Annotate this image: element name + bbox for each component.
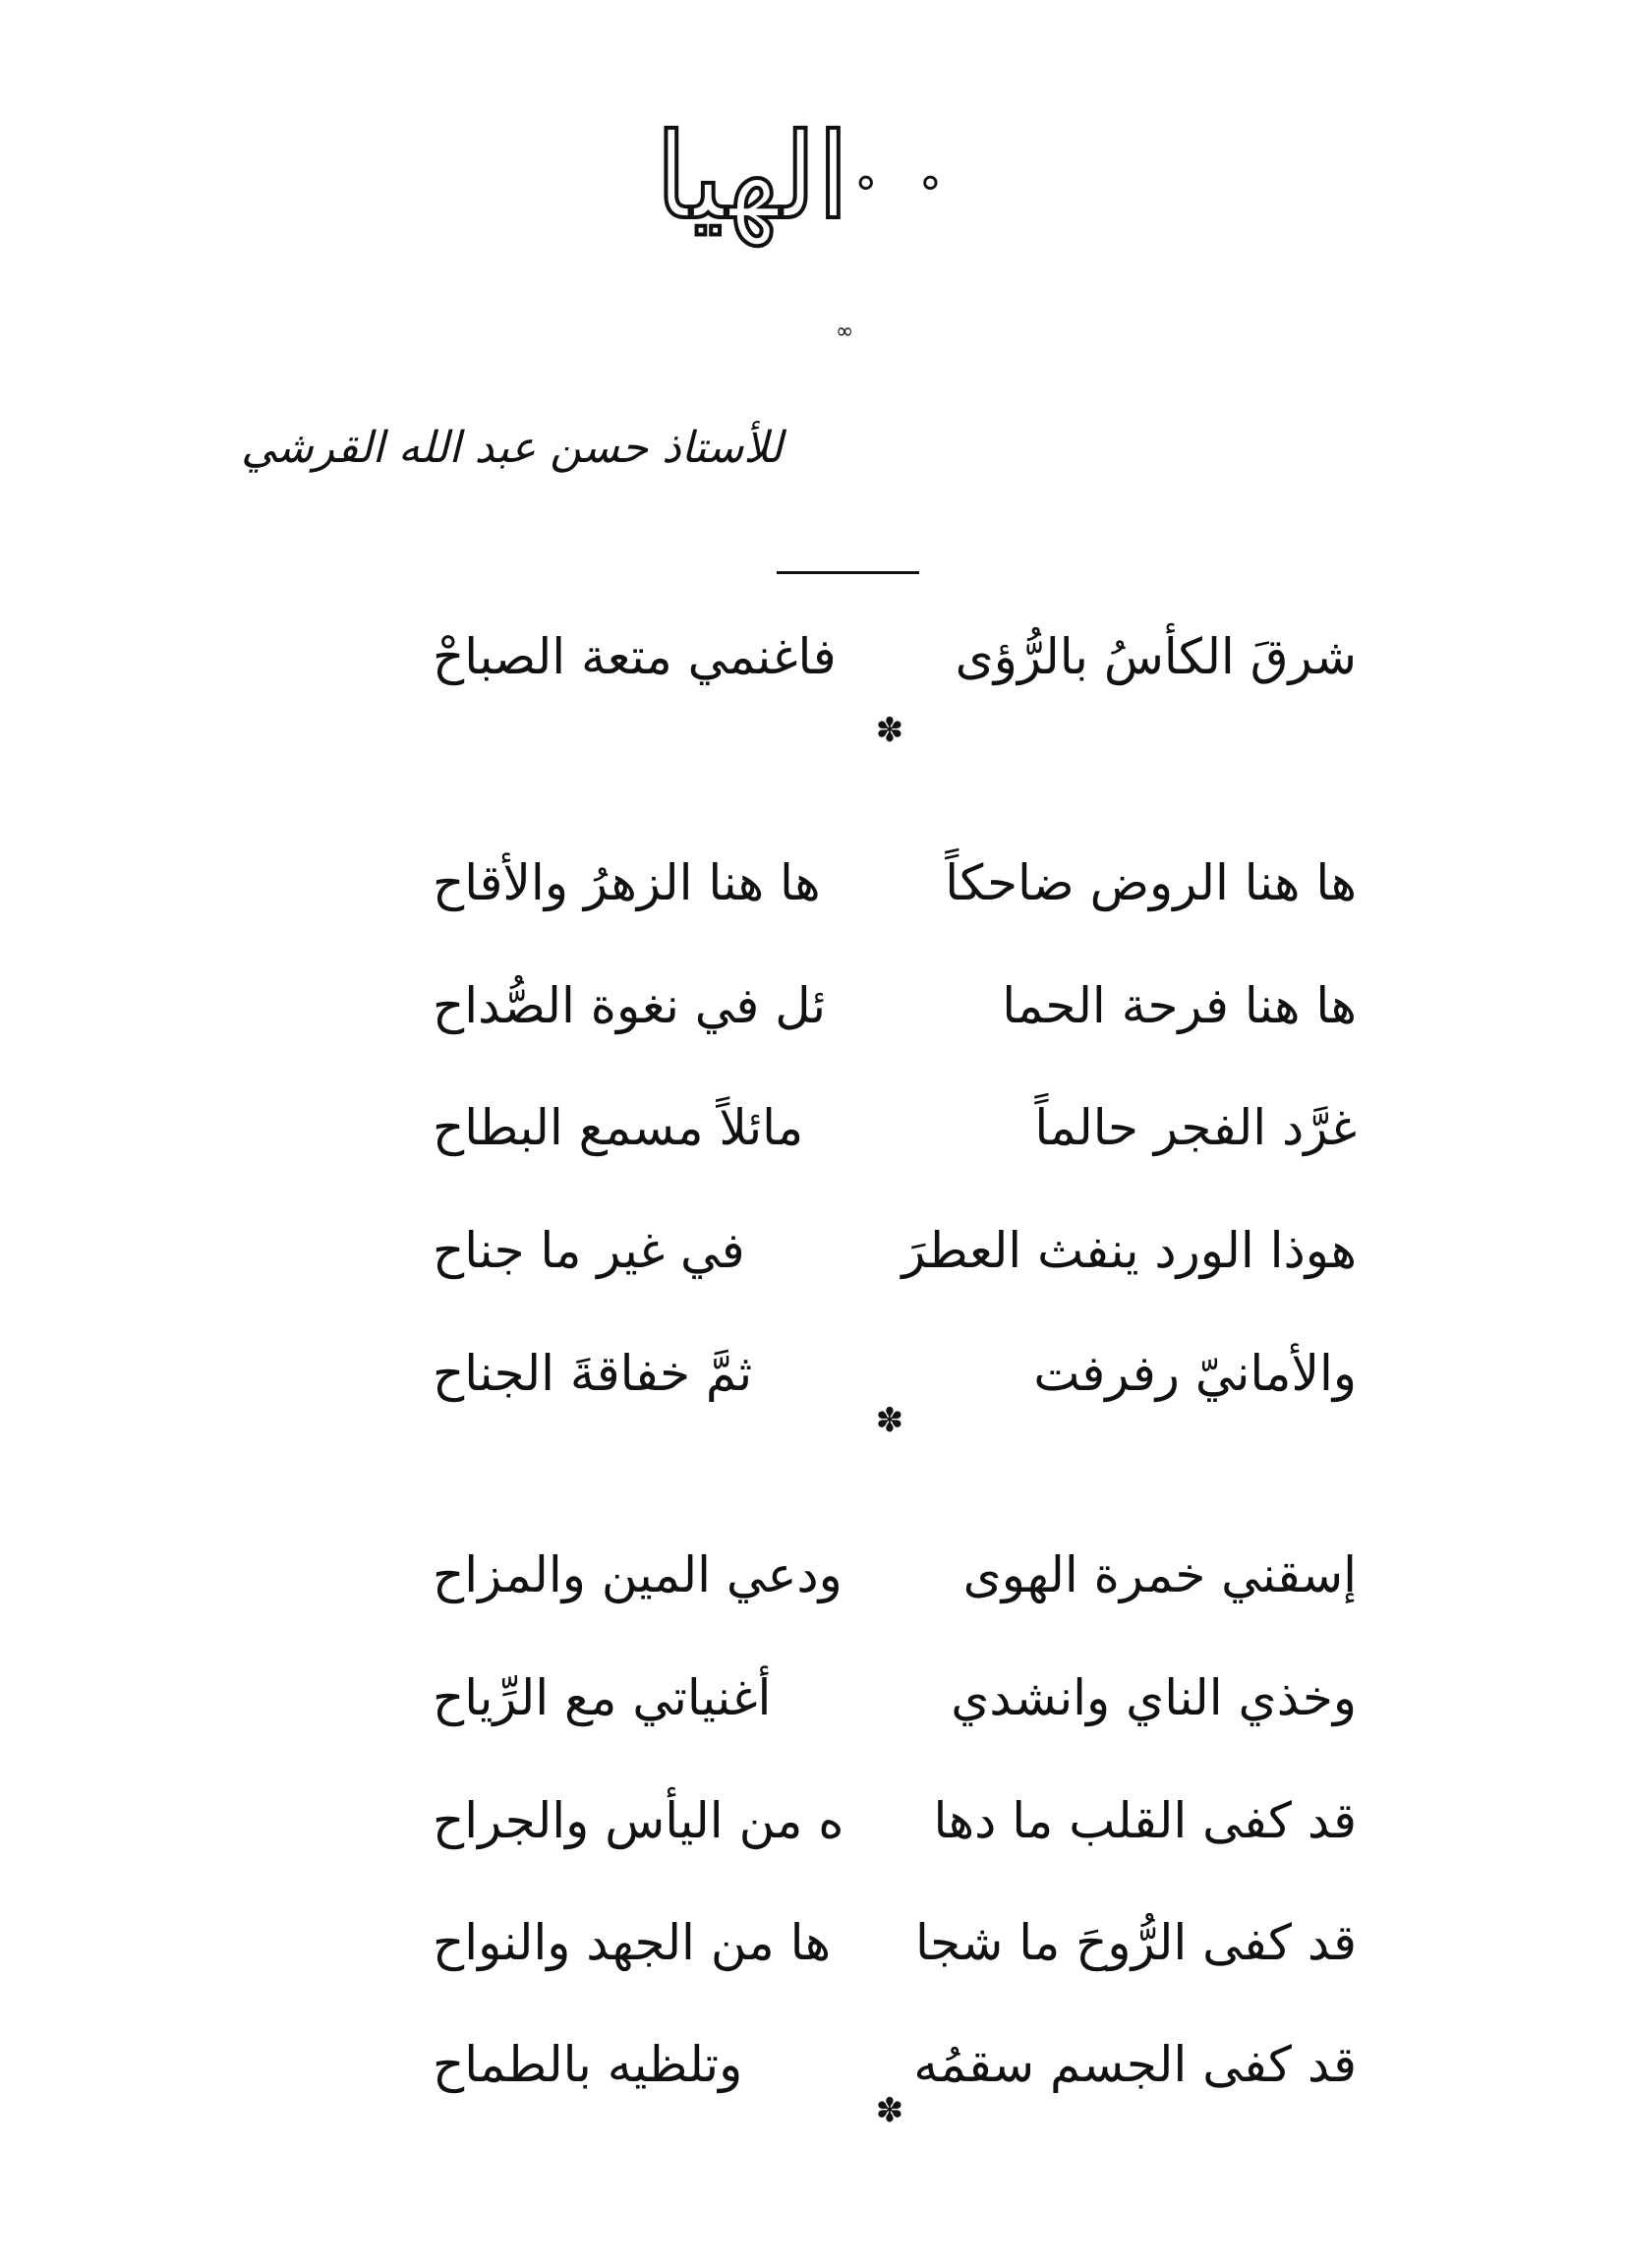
verse-first-hemistich: ها هنا فرحة الحما: [1002, 977, 1357, 1034]
title-ornament: ∞: [836, 320, 855, 344]
verse-line: [433, 617, 1357, 696]
verse-line: [433, 1536, 1357, 1614]
verse-second-hemistich: ودعي المين والمزاح: [433, 1546, 843, 1603]
verse-second-hemistich: ه من اليأس والجراح: [433, 1792, 844, 1849]
verse-line: [433, 1658, 1357, 1737]
verse-second-hemistich: فاغنمي متعة الصباحْ: [433, 628, 837, 685]
verse-line: [433, 1781, 1357, 1860]
verse-first-hemistich: ها هنا الروض ضاحكاً: [945, 854, 1357, 911]
title-rule: [777, 571, 919, 574]
verse-line: [433, 1903, 1357, 1982]
verse-line: [433, 966, 1357, 1045]
author-line: للأستاذ حسن عبد الله القرشي: [241, 423, 783, 473]
verse-second-hemistich: ثمَّ خفاقةَ الجناح: [433, 1345, 753, 1402]
verse-first-hemistich: قد كفى الجسم سقمُه: [913, 2036, 1357, 2093]
title-block: [0, 109, 1628, 246]
verse-second-hemistich: أغنياتي مع الرِّياح: [433, 1669, 772, 1726]
verse-first-hemistich: شرقَ الكأسُ بالرُّؤى: [955, 628, 1357, 685]
verse-second-hemistich: ها من الجهد والنواح: [433, 1914, 832, 1971]
verse-second-hemistich: مائلاً مسمع البطاح: [433, 1099, 804, 1156]
stanza-separator: ✽: [875, 711, 904, 750]
verse-first-hemistich: قد كفى القلب ما دها: [933, 1792, 1357, 1849]
verse-second-hemistich: في غير ما جناح: [433, 1222, 745, 1279]
verse-first-hemistich: إسقني خمرة الهوى: [962, 1546, 1357, 1603]
verse-first-hemistich: وخذي الناي وانشدي: [951, 1669, 1357, 1726]
verse-line: [433, 1211, 1357, 1290]
verse-first-hemistich: والأمانيّ رفرفت: [1033, 1345, 1357, 1402]
verse-first-hemistich: هوذا الورد ينفث العطرَ: [901, 1222, 1357, 1279]
stanza-separator: ✽: [875, 2091, 904, 2130]
verse-second-hemistich: وتلظيه بالطماح: [433, 2036, 743, 2093]
verse-first-hemistich: غرَّد الفجر حالماً: [1034, 1099, 1357, 1156]
verse-line: [433, 1088, 1357, 1167]
verse-second-hemistich: ئل في نغوة الصُّداح: [433, 977, 826, 1034]
poem-title: الهيا: [655, 109, 850, 246]
verse-line: [433, 843, 1357, 922]
stanza-separator: ✽: [875, 1401, 904, 1440]
verse-second-hemistich: ها هنا الزهرُ والأقاح: [433, 854, 821, 911]
verse-first-hemistich: قد كفى الرُّوحَ ما شجا: [914, 1914, 1357, 1971]
title-dots: ° °: [854, 167, 956, 220]
